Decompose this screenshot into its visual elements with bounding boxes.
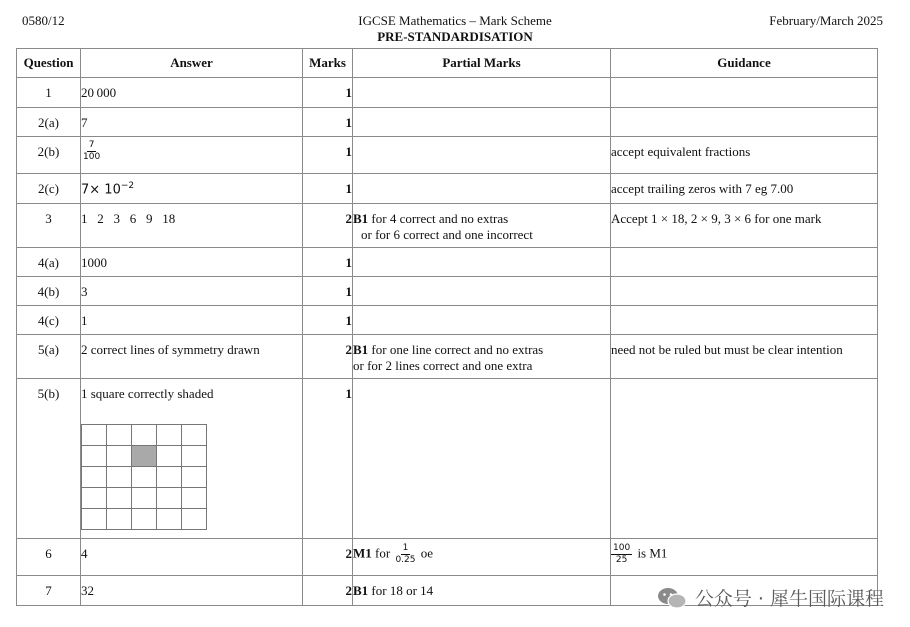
- table-row: [17, 379, 878, 539]
- grid-cell: [132, 467, 157, 488]
- question-number: 6: [17, 539, 81, 576]
- fraction-numerator: 1: [402, 543, 409, 553]
- answer-cell: 4: [81, 539, 303, 576]
- answer-cell: 1 2 3 6 9 18: [81, 204, 303, 248]
- fraction-denominator: 100: [83, 152, 101, 162]
- partial-marks-cell: [353, 174, 611, 204]
- grid-cell: [182, 488, 207, 509]
- answer-cell: 7: [81, 108, 303, 137]
- guidance-cell: [611, 379, 878, 539]
- guidance-cell: [611, 539, 878, 576]
- paper-code: 0580/12: [22, 13, 65, 28]
- column-header-partial-marks: Partial Marks: [353, 49, 611, 78]
- mark-scheme-table: [16, 48, 878, 606]
- marks-cell: 1: [303, 379, 353, 539]
- grid-cell: [82, 425, 107, 446]
- partial-marks-text: for 4 correct and no extras: [368, 211, 509, 226]
- grid-cell: [132, 488, 157, 509]
- grid-cell: [107, 425, 132, 446]
- answer-cell: 1000: [81, 248, 303, 277]
- partial-marks-cell: [353, 379, 611, 539]
- partial-marks-line: or for 6 correct and one incorrect: [361, 227, 533, 242]
- grid-cell: [132, 425, 157, 446]
- guidance-cell: need not be ruled but must be clear intention: [611, 335, 878, 379]
- partial-marks-cell: [353, 204, 611, 248]
- partial-marks-cell: [353, 248, 611, 277]
- column-header-guidance: Guidance: [611, 49, 878, 78]
- table-header-row: [17, 49, 878, 78]
- marks-cell: 1: [303, 248, 353, 277]
- question-number: 4(c): [17, 306, 81, 335]
- partial-marks-line: or for 2 lines correct and one extra: [353, 358, 533, 373]
- guidance-cell: [611, 248, 878, 277]
- grid-cell: [82, 467, 107, 488]
- chat-bubbles-icon: [657, 587, 687, 609]
- guidance-fraction: [611, 543, 632, 566]
- partial-marks-cell: [353, 108, 611, 137]
- question-number: 2(a): [17, 108, 81, 137]
- mark-code: B1: [353, 342, 369, 357]
- answer-exponent: −2: [120, 181, 135, 191]
- answer-text: 1 square correctly shaded: [81, 386, 214, 401]
- marks-cell: 1: [303, 108, 353, 137]
- grid-cell: [157, 467, 182, 488]
- question-number: 4(a): [17, 248, 81, 277]
- guidance-text: is M1: [634, 545, 668, 561]
- answer-cell: [81, 137, 303, 174]
- grid-cell: [82, 446, 107, 467]
- grid-cell: [157, 446, 182, 467]
- question-number: 3: [17, 204, 81, 248]
- question-number: 7: [17, 576, 81, 606]
- partial-marks-cell: [353, 335, 611, 379]
- watermark: [657, 584, 884, 611]
- guidance-cell: [611, 108, 878, 137]
- answer-cell: 2 correct lines of symmetry drawn: [81, 335, 303, 379]
- table-row: [17, 539, 878, 576]
- partial-marks-line: [353, 211, 610, 227]
- mark-code: M1: [353, 545, 372, 561]
- table-row: [17, 108, 878, 137]
- answer-cell: 3: [81, 277, 303, 306]
- guidance-cell: accept equivalent fractions: [611, 137, 878, 174]
- partial-marks-text: for one line correct and no extras: [368, 342, 544, 357]
- question-number: 4(b): [17, 277, 81, 306]
- grid-cell: [182, 467, 207, 488]
- marks-cell: 1: [303, 137, 353, 174]
- partial-marks-cell: [353, 78, 611, 108]
- answer-cell: 32: [81, 576, 303, 606]
- guidance-cell: [611, 78, 878, 108]
- guidance-cell: accept trailing zeros with 7 eg 7.00: [611, 174, 878, 204]
- mark-code: B1: [353, 211, 369, 226]
- answer-cell: 1: [81, 306, 303, 335]
- watermark-text: 公众号 · 犀牛国际课程: [694, 588, 884, 610]
- question-number: 5(b): [17, 379, 81, 539]
- answer-fraction: [83, 140, 100, 163]
- partial-marks-line: [353, 342, 610, 358]
- question-number: 2(b): [17, 137, 81, 174]
- grid-cell: [157, 509, 182, 530]
- table-row: [17, 335, 878, 379]
- answer-cell: 20 000: [81, 78, 303, 108]
- marks-cell: 1: [303, 78, 353, 108]
- partial-marks-cell: [353, 137, 611, 174]
- partial-marks-suffix: oe: [417, 545, 434, 561]
- marks-cell: 2: [303, 204, 353, 248]
- fraction-numerator: 7: [88, 140, 95, 150]
- partial-fraction: [395, 543, 415, 566]
- question-number: 2(c): [17, 174, 81, 204]
- answer-cell: [81, 379, 303, 539]
- guidance-cell: Accept 1 × 18, 2 × 9, 3 × 6 for one mark: [611, 204, 878, 248]
- grid-cell: [107, 488, 132, 509]
- shaded-square-grid: [81, 424, 207, 530]
- guidance-cell: [611, 306, 878, 335]
- answer-base: 7× 10: [81, 182, 121, 198]
- fraction-denominator: 0.25: [395, 555, 416, 565]
- marks-cell: 2: [303, 576, 353, 606]
- table-row: [17, 174, 878, 204]
- marks-cell: 1: [303, 174, 353, 204]
- grid-cell: [82, 509, 107, 530]
- grid-cell: [107, 446, 132, 467]
- document-subtitle: PRE-STANDARDISATION: [377, 29, 533, 44]
- table-row: [17, 78, 878, 108]
- table-row: [17, 204, 878, 248]
- partial-marks-cell: [353, 576, 611, 606]
- grid-cell: [157, 488, 182, 509]
- partial-marks-text: for: [371, 545, 394, 561]
- partial-marks-cell: [353, 277, 611, 306]
- partial-marks-cell: [353, 539, 611, 576]
- fraction-numerator: 100: [613, 543, 631, 553]
- fraction-denominator: 25: [615, 555, 628, 565]
- marks-cell: 2: [303, 335, 353, 379]
- guidance-cell: [611, 277, 878, 306]
- partial-marks-cell: [353, 306, 611, 335]
- answer-cell: [81, 174, 303, 204]
- column-header-question: Question: [17, 49, 81, 78]
- document-title: IGCSE Mathematics – Mark Scheme: [358, 13, 552, 28]
- grid-cell: [82, 488, 107, 509]
- grid-cell: [107, 509, 132, 530]
- mark-code: B1: [353, 583, 369, 598]
- grid-cell: [182, 509, 207, 530]
- partial-marks-text: for 18 or 14: [368, 583, 434, 598]
- marks-cell: 1: [303, 306, 353, 335]
- grid-cell: [182, 425, 207, 446]
- table-row: [17, 277, 878, 306]
- table-row: [17, 137, 878, 174]
- table-row: [17, 306, 878, 335]
- question-number: 5(a): [17, 335, 81, 379]
- exam-session: February/March 2025: [769, 13, 883, 28]
- marks-cell: 2: [303, 539, 353, 576]
- grid-cell: [157, 425, 182, 446]
- grid-cell: [182, 446, 207, 467]
- column-header-answer: Answer: [81, 49, 303, 78]
- shaded-grid-cell: [132, 446, 157, 467]
- table-row: [17, 248, 878, 277]
- grid-cell: [132, 509, 157, 530]
- marks-cell: 1: [303, 277, 353, 306]
- column-header-marks: Marks: [303, 49, 353, 78]
- question-number: 1: [17, 78, 81, 108]
- grid-cell: [107, 467, 132, 488]
